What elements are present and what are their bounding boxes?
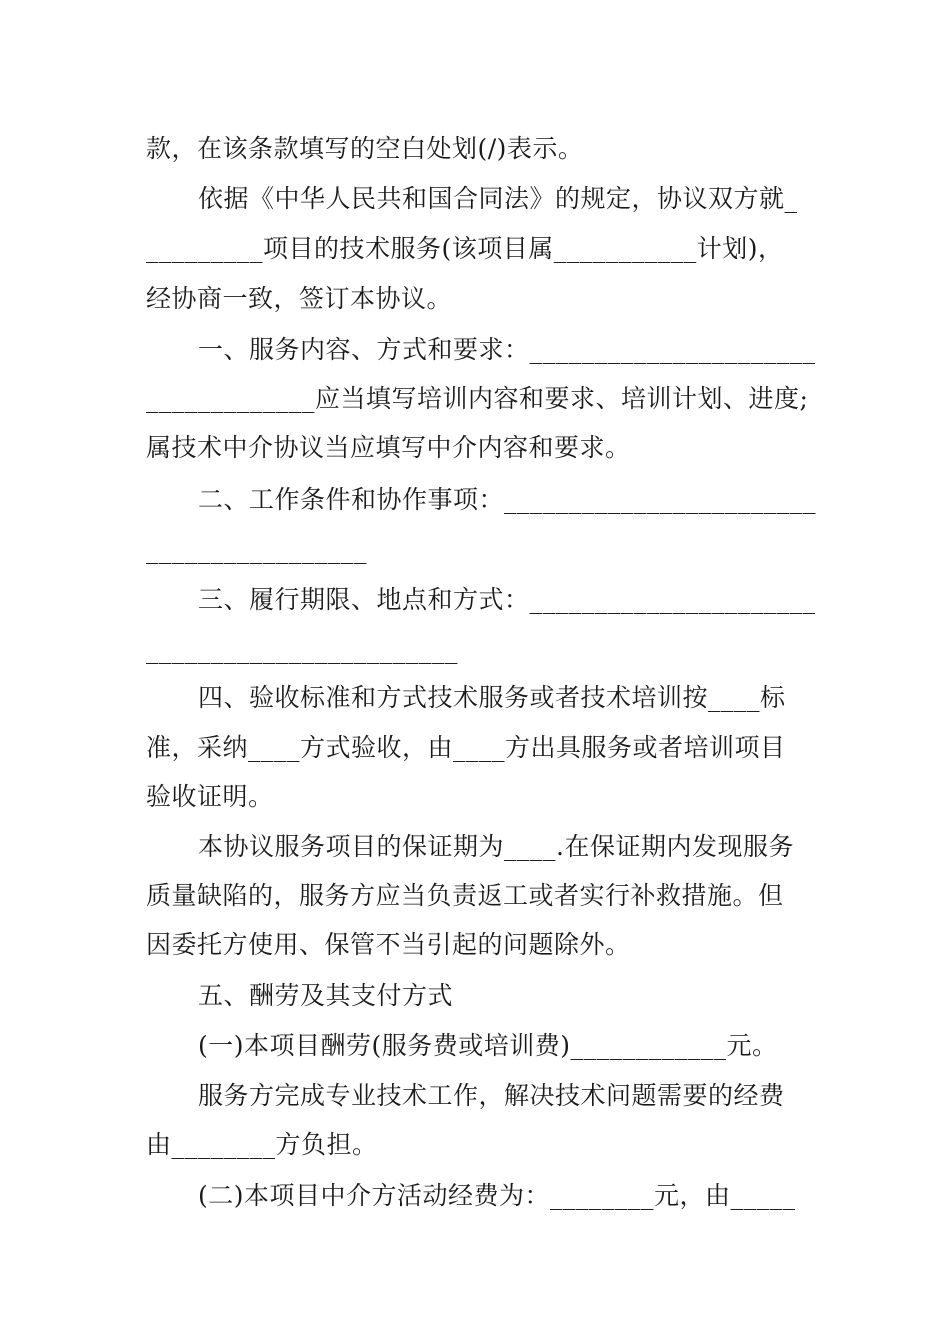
text-line: _____________应当填写培训内容和要求、培训计划、进度; xyxy=(146,384,809,413)
text-line: 属技术中介协议当应填写中介内容和要求。 xyxy=(146,433,631,462)
text-line: 本协议服务项目的保证期为____.在保证期内发现服务 xyxy=(198,832,794,861)
text-line: _________项目的技术服务(该项目属___________计划)， xyxy=(146,234,784,263)
blank-line: ________________________ xyxy=(146,635,458,664)
section-heading-1: 一、服务内容、方式和要求：______________________ xyxy=(198,335,816,364)
text-line: 准，采纳____方式验收，由____方出具服务或者培训项目 xyxy=(146,733,786,762)
section-heading-4: 四、验收标准和方式技术服务或者技术培训按____标 xyxy=(198,683,786,712)
section-heading-3: 三、履行期限、地点和方式：______________________ xyxy=(198,585,816,614)
text-line: 款，在该条款填写的空白处划(/)表示。 xyxy=(146,134,584,163)
section-heading-5: 五、酬劳及其支付方式 xyxy=(198,981,454,1010)
text-line: 验收证明。 xyxy=(146,782,274,811)
text-line: 因委托方使用、保管不当引起的问题除外。 xyxy=(146,930,631,959)
text-line: 经协商一致，签订本协议。 xyxy=(146,284,453,313)
text-line: 质量缺陷的，服务方应当负责返工或者实行补救措施。但 xyxy=(146,881,784,910)
section-heading-2: 二、工作条件和协作事项：________________________ xyxy=(198,485,817,514)
text-line: 由________方负担。 xyxy=(146,1130,378,1159)
text-line: (一)本项目酬劳(服务费或培训费)____________元。 xyxy=(198,1031,778,1060)
blank-line: _________________ xyxy=(146,535,367,564)
text-line: 依据《中华人民共和国合同法》的规定，协议双方就_ xyxy=(198,184,798,213)
text-line: 服务方完成专业技术工作，解决技术问题需要的经费 xyxy=(198,1081,785,1110)
text-line: (二)本项目中介方活动经费为：________元，由_____ xyxy=(198,1181,796,1210)
